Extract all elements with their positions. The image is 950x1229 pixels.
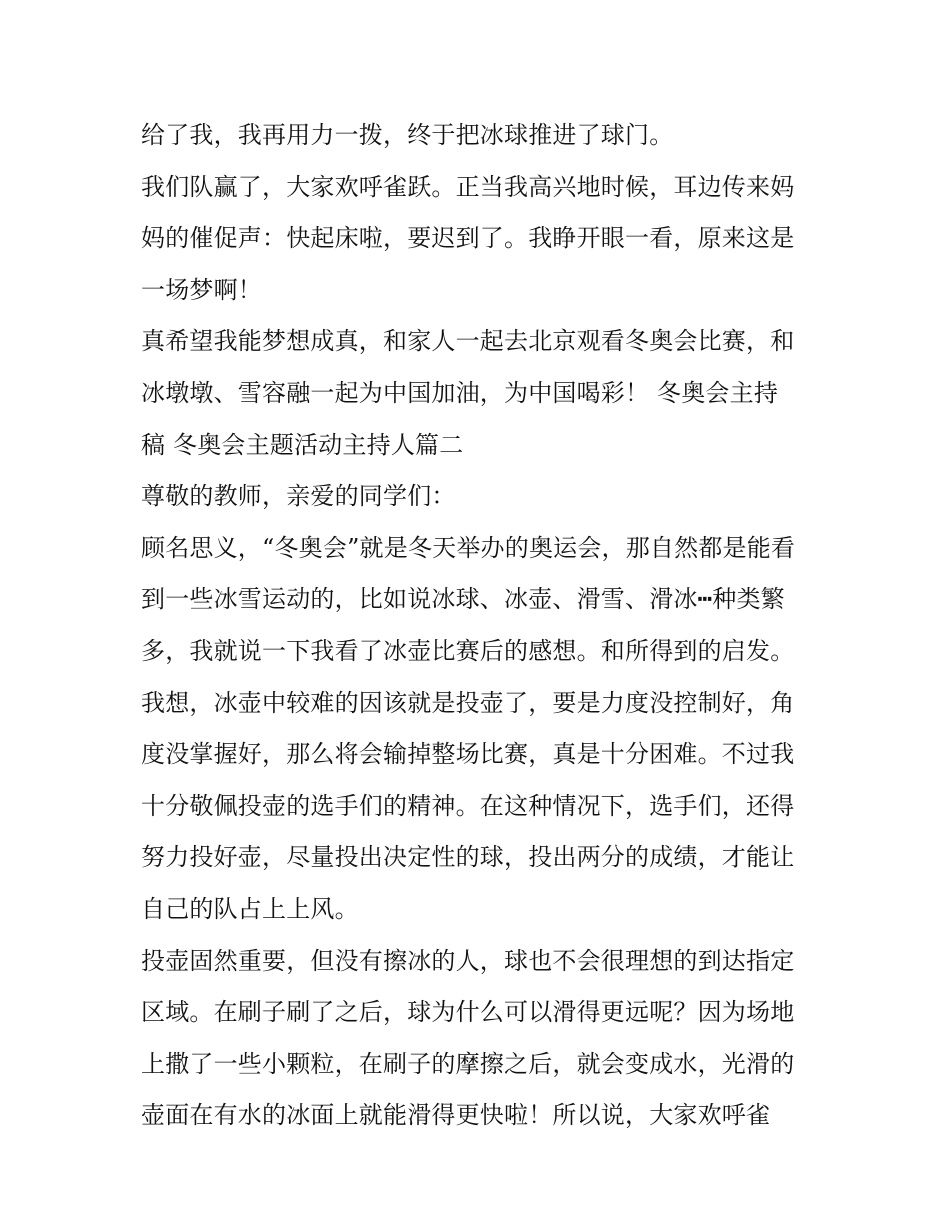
document-body [141, 110, 821, 1142]
text-line: 妈的催促声：快起床啦，要迟到了。我睁开眼一看，原来这是 [141, 224, 795, 253]
text-line: 顾名思义，“冬奥会”就是冬天举办的奥运会，那自然都是能看 [141, 533, 796, 562]
text-line: 努力投好壶，尽量投出决定性的球，投出两分的成绩，才能让 [141, 843, 795, 872]
text-line: 十分敬佩投壶的选手们的精神。在这种情况下，选手们，还得 [141, 791, 795, 820]
text-line: 我想，冰壶中较难的因该就是投壶了，要是力度没控制好，角 [141, 688, 795, 717]
text-line: 上撒了一些小颗粒，在刷子的摩擦之后，就会变成水，光滑的 [141, 1049, 795, 1078]
text-line: 一场梦啊！ [141, 275, 262, 304]
text-line: 壶面在有水的冰面上就能滑得更快啦！所以说，大家欢呼雀 [141, 1101, 771, 1130]
text-line: 度没掌握好，那么将会输掉整场比赛，真是十分困难。不过我 [141, 740, 795, 769]
text-line: 自己的队占上上风。 [141, 894, 359, 923]
text-line: 我们队赢了，大家欢呼雀跃。正当我高兴地时候，耳边传来妈 [141, 172, 795, 201]
text-line: 到一些冰雪运动的，比如说冰球、冰壶、滑雪、滑冰┅种类繁 [141, 585, 785, 614]
text-line: 真希望我能梦想成真，和家人一起去北京观看冬奥会比赛，和 [141, 327, 795, 356]
text-line: 冰墩墩、雪容融一起为中国加油，为中国喝彩！ 冬奥会主持 [141, 378, 779, 407]
text-line: 尊敬的教师，亲爱的同学们： [141, 482, 456, 511]
text-line: 给了我，我再用力一拨，终于把冰球推进了球门。 [141, 121, 674, 149]
text-line: 多，我就说一下我看了冰壶比赛后的感想。和所得到的启发。 [141, 636, 795, 665]
text-line: 稿 冬奥会主题活动主持人篇二 [141, 430, 464, 459]
text-line: 区域。在刷子刷了之后，球为什么可以滑得更远呢？因为场地 [141, 998, 795, 1027]
text-line: 投壶固然重要，但没有擦冰的人，球也不会很理想的到达指定 [141, 946, 795, 975]
